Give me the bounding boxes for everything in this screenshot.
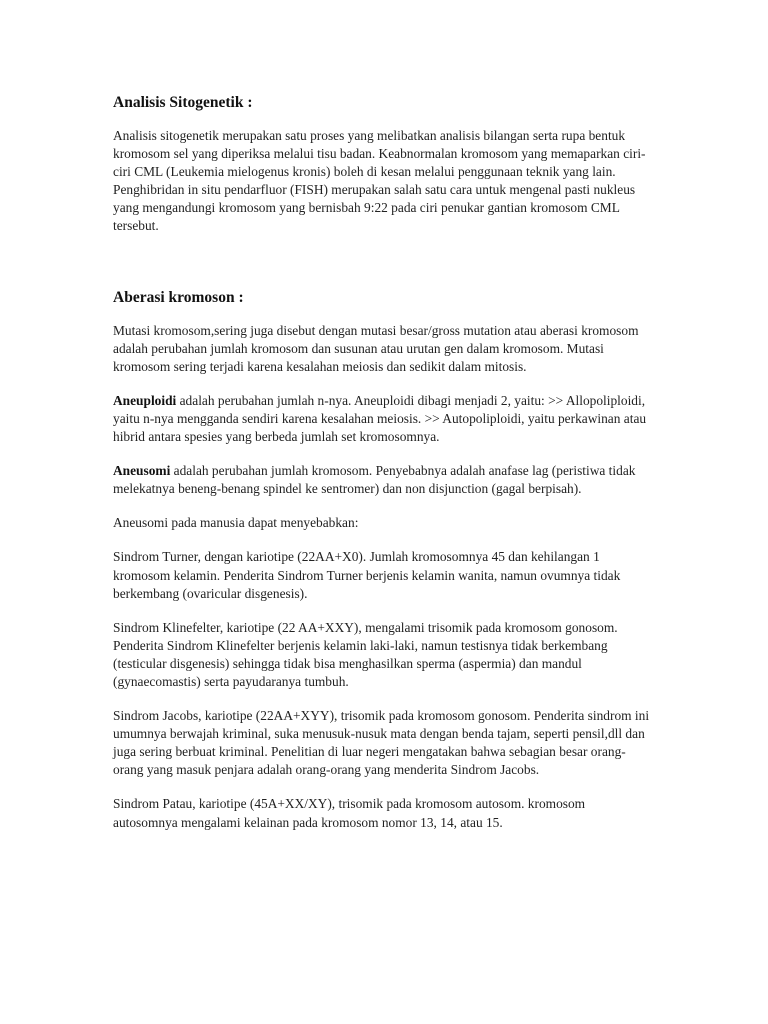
aneusomi-definition: adalah perubahan jumlah kromosom. Penyebabnya adalah anafase lag (peristiwa tidak melekatnya beneng-benang spindel ke sentromer) dan non disjunction (gagal berpisah). — [113, 463, 636, 497]
term-aneusomi: Aneusomi — [113, 463, 171, 479]
paragraph-sindrom-klinefelter: Sindrom Klinefelter, kariotipe (22 AA+XXY), mengalami trisomik pada kromosom gonosom. Penderita Sindrom Klinefelter berjenis kelamin laki-laki, namun testisnya tidak berkembang (testicular disgenesis) sehingga tidak bisa menghasilkan sperma (aspermia) dan mandul (gynaecomastis) serta payudaranya tumbuh. — [113, 619, 618, 689]
paragraph-sindrom-jacobs: Sindrom Jacobs, kariotipe (22AA+XYY), trisomik pada kromosom gonosom. Penderita sindrom ini umumnya berwajah kriminal, suka menusuk-nusuk mata dengan benda tajam, seperti pensil,dll dan juga sering berbuat kriminal. Penelitian di luar negeri mengatakan bahwa sebagian besar orang-orang yang masuk penjara adalah orang-orang yang menderita Sindrom Jacobs. — [113, 708, 650, 778]
paragraph-aneusomi — [113, 462, 653, 498]
document-body — [113, 93, 653, 832]
paragraph-mutasi-kromosom: Mutasi kromosom,sering juga disebut dengan mutasi besar/gross mutation atau aberasi kromosom adalah perubahan jumlah kromosom dan susunan atau urutan gen dalam kromosom. Mutasi kromosom sering terjadi karena kesalahan meiosis dan sedikit dalam mitosis. — [113, 322, 639, 374]
paragraph-sindrom-patau: Sindrom Patau, kariotipe (45A+XX/XY), trisomik pada kromosom autosom. kromosom autosomnya mengalami kelainan pada kromosom nomor 13, 14, atau 15. — [113, 796, 586, 830]
paragraph-aneusomi-effects: Aneusomi pada manusia dapat menyebabkan: — [113, 515, 359, 531]
section-heading-analisis-sitogenetik: Analisis Sitogenetik : — [113, 94, 253, 111]
section-heading-aberasi-kromoson: Aberasi kromoson : — [113, 288, 244, 306]
paragraph-aneuploidi — [113, 392, 653, 446]
paragraph-analisis-sitogenetik: Analisis sitogenetik merupakan satu proses yang melibatkan analisis bilangan serta rupa bentuk kromosom sel yang diperiksa melalui tisu badan. Keabnormalan kromosom yang memaparkan ciri-ciri CML (Leukemia mielogenus kronis) boleh di kesan melalui penggunaan teknik yang lain. Penghibridan in situ pendarfluor (FISH) merupakan salah satu cara untuk mengenal pasti nukleus yang mengandungi kromosom yang bernisbah 9:22 pada ciri penukar gantian kromosom CML tersebut. — [113, 128, 646, 234]
aneuploidi-definition: adalah perubahan jumlah n-nya. Aneuploidi dibagi menjadi 2, yaitu: >> Allopoliploidi, yaitu n-nya mengganda sendiri karena kesalahan meiosis. >> Autopoliploidi, yaitu perkawinan atau hibrid antara spesies yang berbeda jumlah set kromosomnya. — [113, 392, 647, 445]
term-aneuploidi: Aneuploidi — [113, 392, 177, 408]
paragraph-sindrom-turner: Sindrom Turner, dengan kariotipe (22AA+X0). Jumlah kromosomnya 45 dan kehilangan 1 kromosom kelamin. Penderita Sindrom Turner berjenis kelamin wanita, namun ovumnya tidak berkembang (ovaricular disgenesis). — [113, 549, 621, 601]
